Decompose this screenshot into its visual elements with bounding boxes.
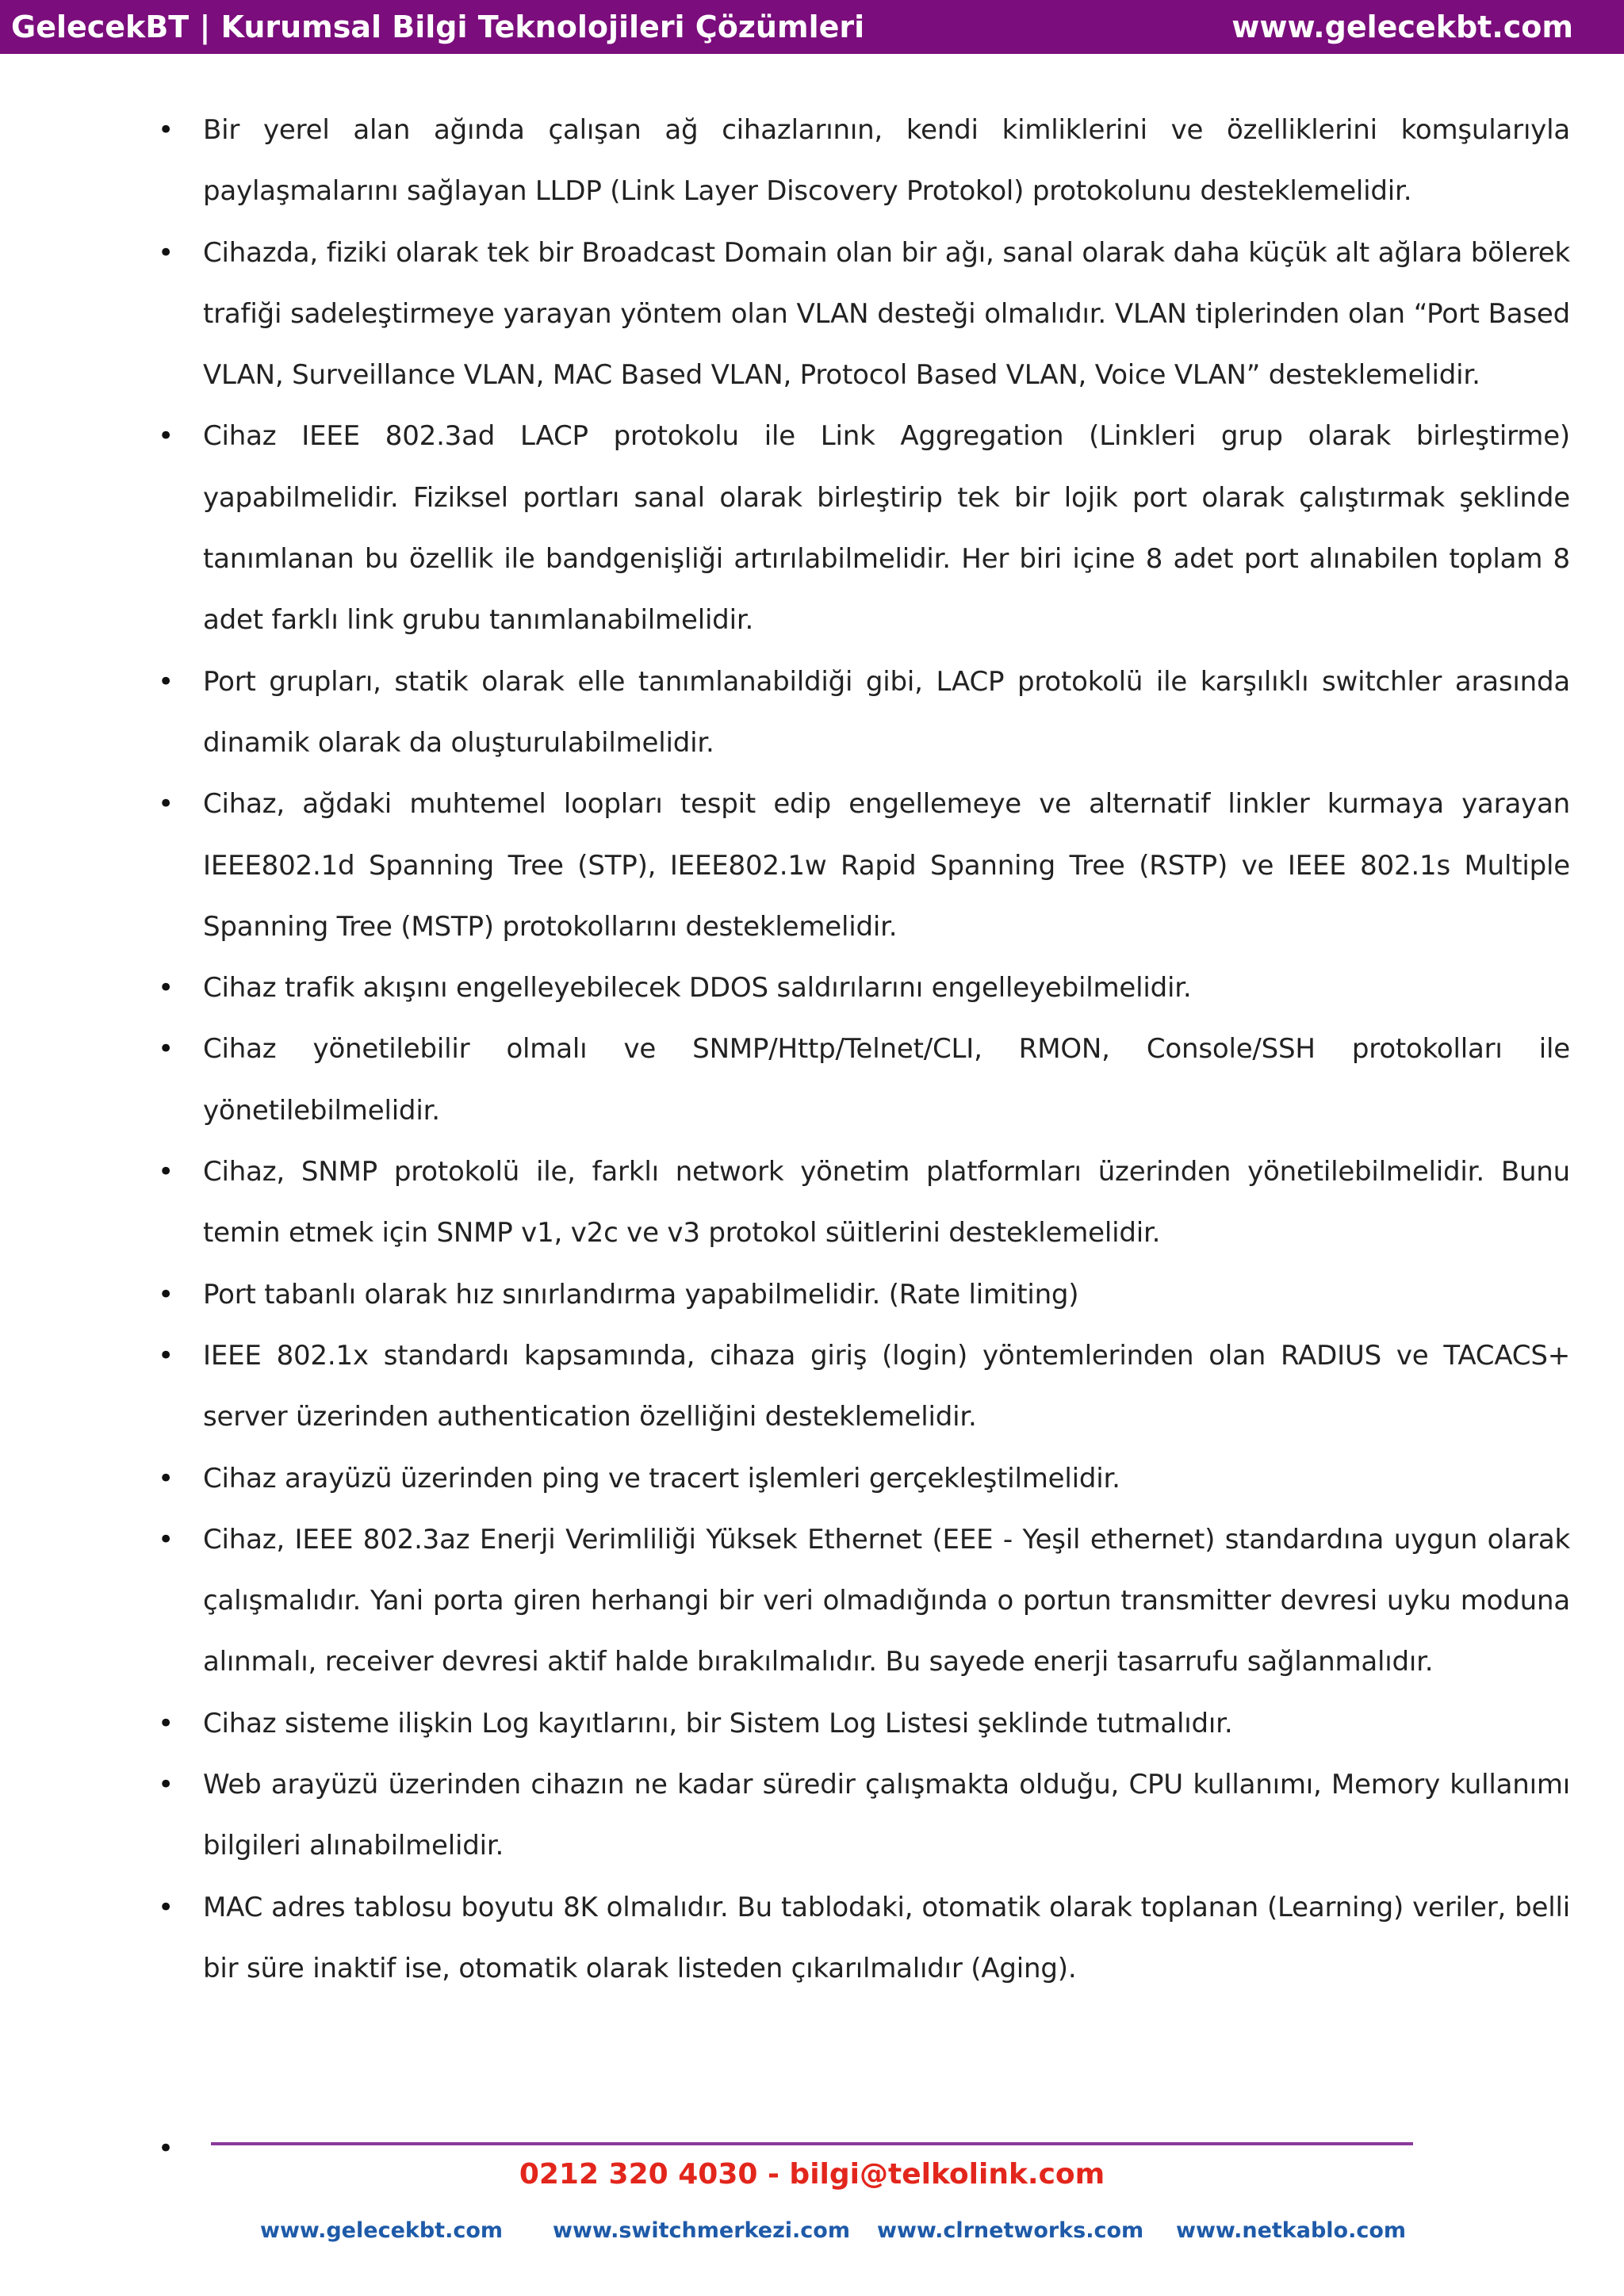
list-item-text: Port grupları, statik olarak elle tanımlanabildiği gibi, LACP protokolü ile karşılıklı switchler arasında dinamik olarak da oluşturulabilmelidir.	[203, 665, 1570, 759]
bullet-icon: •	[158, 972, 174, 1004]
list-item-text: MAC adres tablosu boyutu 8K olmalıdır. Bu tablodaki, otomatik olarak toplanan (Learning) veriler, belli bir süre inaktif ise, otomatik olarak listeden çıkarılmalıdır (Aging).	[203, 1891, 1570, 1984]
list-item	[158, 1693, 1570, 1755]
list-item-text: Web arayüzü üzerinden cihazın ne kadar süredir çalışmakta olduğu, CPU kullanımı, Memory kullanımı bilgileri alınabilmelidir.	[203, 1769, 1570, 1862]
footer-link-switchmerkezi[interactable]: www.switchmerkezi.com	[553, 2218, 850, 2243]
list-item-text: Cihaz sisteme ilişkin Log kayıtlarını, bir Sistem Log Listesi şeklinde tutmalıdır.	[203, 1707, 1233, 1739]
list-item	[158, 1019, 1570, 1142]
bullet-icon: •	[158, 788, 174, 821]
list-item-text: Cihazda, fiziki olarak tek bir Broadcast Domain olan bir ağı, sanal olarak daha küçük alt ağlara bölerek trafiği sadeleştirmeye yarayan yöntem olan VLAN desteği olmalıdır. VLAN tiplerinden olan “Port Based VLAN, Surveillance VLAN, MAC Based VLAN, Protocol Based VLAN, Voice VLAN” desteklemelidir.	[203, 236, 1570, 392]
footer-contact: 0212 320 4030 - bilgi@telkolink.com	[519, 2158, 1105, 2191]
header-website[interactable]: www.gelecekbt.com	[1231, 10, 1573, 44]
bullet-icon: •	[158, 1278, 174, 1311]
bullet-icon: •	[158, 1769, 174, 1801]
bullet-icon: •	[158, 420, 174, 453]
list-item-text: Cihaz IEEE 802.3ad LACP protokolu ile Link Aggregation (Linkleri grup olarak birleştirme) yapabilmelidir. Fiziksel portları sanal olarak birleştirip tek bir lojik port olarak çalıştırmak şeklinde tanımlanan bu özellik ile bandgenişliği artırılabilmelidir. Her biri içine 8 adet port alınabilen toplam 8 adet farklı link grubu tanımlanabilmelidir.	[203, 420, 1570, 637]
list-item-text: Port tabanlı olarak hız sınırlandırma yapabilmelidir. (Rate limiting)	[203, 1278, 1079, 1311]
list-item	[158, 1326, 1570, 1448]
list-item	[158, 774, 1570, 958]
list-item-text: Cihaz, IEEE 802.3az Enerji Verimliliği Yüksek Ethernet (EEE - Yeşil ethernet) standardına uygun olarak çalışmalıdır. Yani porta giren herhangi bir veri olmadığında o portun transmitter devresi uyku moduna alınmalı, receiver devresi aktif halde bırakılmalıdır. Bu sayede enerji tasarrufu sağlanmalıdır.	[203, 1523, 1570, 1678]
page-header	[0, 0, 1624, 54]
list-item-text: Cihaz, SNMP protokolü ile, farklı network yönetim platformları üzerinden yönetilebilmelidir. Bunu temin etmek için SNMP v1, v2c ve v3 protokol süitlerini desteklemelidir.	[203, 1156, 1570, 1249]
list-item-text: Cihaz arayüzü üzerinden ping ve tracert işlemleri gerçekleştilmelidir.	[203, 1462, 1120, 1494]
empty-bullet: •	[157, 2133, 174, 2164]
bullet-icon: •	[158, 1523, 174, 1556]
bullet-icon: •	[158, 665, 174, 698]
list-item-text: Bir yerel alan ağında çalışan ağ cihazlarının, kendi kimliklerini ve özelliklerini komşularıyla paylaşmalarını sağlayan LLDP (Link Layer Discovery Protokol) protokolunu desteklemelidir.	[203, 114, 1570, 208]
bullet-icon: •	[158, 1156, 174, 1188]
list-item-text: Cihaz trafik akışını engelleyebilecek DDOS saldırılarını engelleyebilmelidir.	[203, 972, 1192, 1004]
bullet-icon: •	[158, 114, 174, 146]
list-item	[158, 1755, 1570, 1877]
bullet-icon: •	[158, 1462, 174, 1494]
list-item	[158, 223, 1570, 407]
list-item-text: IEEE 802.1x standardı kapsamında, cihaza giriş (login) yöntemlerinden olan RADIUS ve TACACS+ server üzerinden authentication özelliğini desteklemelidir.	[203, 1339, 1570, 1433]
bullet-icon: •	[158, 1891, 174, 1923]
list-item	[158, 958, 1570, 1019]
footer-link-gelecekbt[interactable]: www.gelecekbt.com	[260, 2218, 504, 2243]
list-item	[158, 652, 1570, 775]
bullet-icon: •	[158, 1707, 174, 1739]
list-item	[158, 406, 1570, 651]
list-item-text: Cihaz, ağdaki muhtemel loopları tespit edip engellemeye ve alternatif linkler kurmaya yarayan IEEE802.1d Spanning Tree (STP), IEEE802.1w Rapid Spanning Tree (RSTP) ve IEEE 802.1s Multiple Spanning Tree (MSTP) protokollarını desteklemelidir.	[203, 788, 1570, 943]
list-item	[158, 100, 1570, 223]
header-title: GelecekBT | Kurumsal Bilgi Teknolojileri Çözümleri	[11, 10, 865, 44]
bullet-icon: •	[158, 1033, 174, 1066]
list-item	[158, 1265, 1570, 1326]
list-item	[158, 1877, 1570, 2000]
list-item	[158, 1142, 1570, 1265]
list-item	[158, 1510, 1570, 1693]
bullet-icon: •	[158, 1339, 174, 1372]
list-item	[158, 1448, 1570, 1510]
requirements-list	[158, 100, 1570, 1999]
bullet-icon: •	[158, 236, 174, 269]
footer-divider	[211, 2142, 1413, 2145]
footer-link-netkablo[interactable]: www.netkablo.com	[1176, 2218, 1407, 2243]
list-item-text: Cihaz yönetilebilir olmalı ve SNMP/Http/Telnet/CLI, RMON, Console/SSH protokolları ile yönetilebilmelidir.	[203, 1033, 1570, 1127]
footer-link-clrnetworks[interactable]: www.clrnetworks.com	[877, 2218, 1144, 2243]
